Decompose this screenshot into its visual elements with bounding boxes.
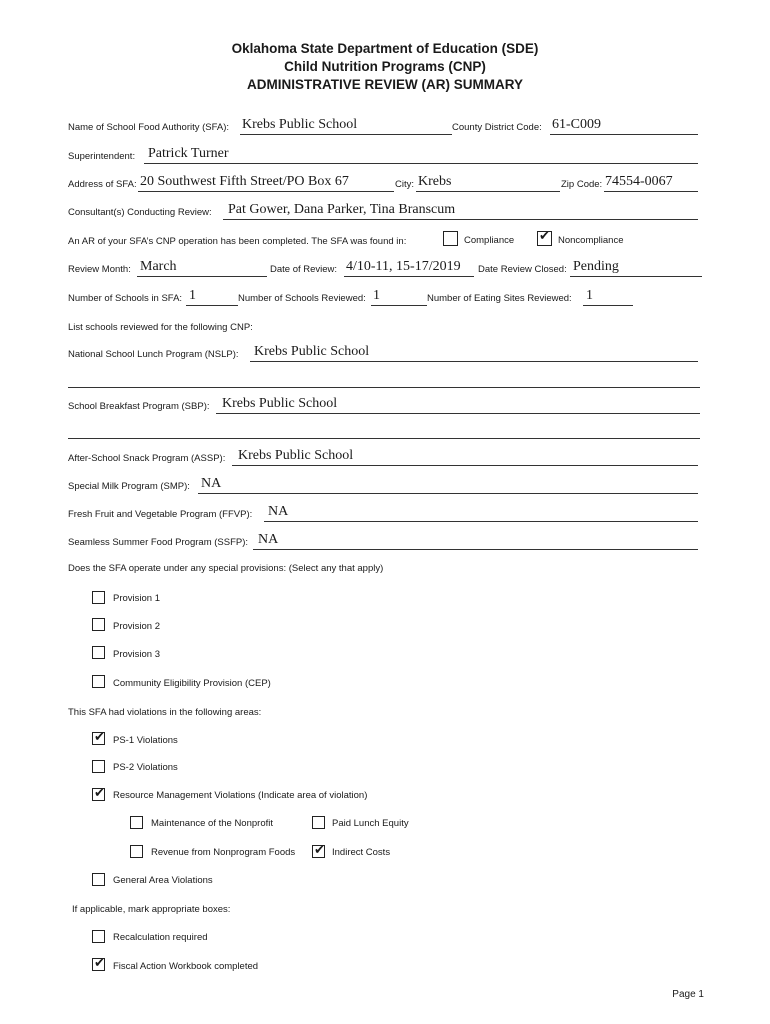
provision-2-checkbox[interactable] (92, 618, 105, 631)
assp-value: Krebs Public School (238, 448, 354, 463)
nslp-extra-line[interactable] (68, 387, 700, 388)
nslp-row (68, 344, 700, 362)
smp-row (68, 476, 700, 494)
provision-2-label: Provision 2 (113, 621, 160, 632)
ssfp-field[interactable] (253, 531, 698, 550)
superintendent-label: Superintendent: (68, 151, 136, 162)
ssfp-label: Seamless Summer Food Program (SSFP): (68, 537, 249, 548)
reviewed-label: Number of Schools Reviewed: (238, 293, 366, 304)
cep-checkbox[interactable] (92, 675, 105, 688)
compliance-checkbox[interactable] (443, 231, 458, 246)
ssfp-row (68, 532, 700, 550)
county-label: County District Code: (452, 122, 542, 133)
fiscal-label: Fiscal Action Workbook completed (113, 961, 259, 972)
ssfp-value: NA (258, 532, 279, 547)
smp-label: Special Milk Program (SMP): (68, 481, 190, 492)
cep-label: Community Eligibility Provision (CEP) (113, 678, 271, 689)
assp-row (68, 448, 700, 466)
sites-label: Number of Eating Sites Reviewed: (427, 293, 572, 304)
review-row (68, 259, 702, 277)
review-month-label: Review Month: (68, 264, 131, 275)
recalc-label: Recalculation required (113, 932, 208, 943)
review-month-value: March (140, 259, 177, 274)
review-closed-label: Date Review Closed: (478, 264, 567, 275)
schools-label: Number of Schools in SFA: (68, 293, 183, 304)
rm-maintenance-label: Maintenance of the Nonprofit (151, 818, 273, 829)
zip-label: Zip Code: (561, 179, 603, 190)
consultants-value: Pat Gower, Dana Parker, Tina Branscum (228, 202, 456, 217)
provisions-question: Does the SFA operate under any special provisions: (Select any that apply) (68, 563, 384, 574)
smp-field[interactable] (198, 475, 698, 494)
applicable-intro: If applicable, mark appropriate boxes: (72, 904, 231, 915)
smp-value: NA (201, 476, 222, 491)
rm-indirect-checkbox[interactable] (312, 845, 325, 858)
provision-3-label: Provision 3 (113, 649, 160, 660)
fiscal-checkbox[interactable] (92, 958, 105, 971)
ps1-label: PS-1 Violations (113, 735, 178, 746)
check-icon: ✔ (94, 786, 105, 801)
sbp-extra-line[interactable] (68, 438, 700, 439)
provision-1-label: Provision 1 (113, 593, 160, 604)
city-value: Krebs (418, 174, 452, 189)
rm-label: Resource Management Violations (Indicate area of violation) (113, 790, 368, 801)
ps1-checkbox[interactable] (92, 732, 105, 745)
consultants-row (68, 202, 700, 220)
ffvp-value: NA (268, 504, 289, 519)
superintendent-value: Patrick Turner (148, 146, 229, 161)
sbp-label: School Breakfast Program (SBP): (68, 401, 210, 412)
sites-value: 1 (586, 288, 593, 303)
ps2-checkbox[interactable] (92, 760, 105, 773)
counts-row (68, 288, 668, 306)
review-date-label: Date of Review: (270, 264, 338, 275)
nslp-label: National School Lunch Program (NSLP): (68, 349, 239, 360)
provision-1-checkbox[interactable] (92, 591, 105, 604)
assp-label: After-School Snack Program (ASSP): (68, 453, 226, 464)
zip-value: 74554-0067 (605, 174, 673, 189)
check-icon: ✔ (94, 956, 105, 971)
ffvp-label: Fresh Fruit and Vegetable Program (FFVP): (68, 509, 253, 520)
reviewed-value: 1 (373, 288, 380, 303)
rm-checkbox[interactable] (92, 788, 105, 801)
general-checkbox[interactable] (92, 873, 105, 886)
sfa-name-value: Krebs Public School (242, 117, 358, 132)
rm-indirect-label: Indirect Costs (332, 847, 391, 858)
header-program: Child Nutrition Programs (CNP) (284, 59, 486, 74)
page-number: Page 1 (672, 989, 704, 1000)
rm-paid-lunch-checkbox[interactable] (312, 816, 325, 829)
county-value: 61-C009 (552, 117, 601, 132)
ps2-label: PS-2 Violations (113, 762, 178, 773)
schools-value: 1 (189, 288, 196, 303)
header-title: ADMINISTRATIVE REVIEW (AR) SUMMARY (247, 77, 523, 92)
city-label: City: (395, 179, 414, 190)
address-row (68, 174, 700, 192)
rm-maintenance-checkbox[interactable] (130, 816, 143, 829)
check-icon: ✔ (314, 843, 325, 858)
provision-3-checkbox[interactable] (92, 646, 105, 659)
nslp-value: Krebs Public School (254, 344, 370, 359)
rm-paid-lunch-label: Paid Lunch Equity (332, 818, 409, 829)
sbp-row (68, 396, 700, 414)
recalc-checkbox[interactable] (92, 930, 105, 943)
review-date-value: 4/10-11, 15-17/2019 (346, 259, 461, 274)
ffvp-field[interactable] (264, 503, 698, 522)
check-icon: ✔ (94, 730, 105, 745)
general-label: General Area Violations (113, 875, 213, 886)
noncompliance-label: Noncompliance (558, 235, 624, 246)
rm-revenue-checkbox[interactable] (130, 845, 143, 858)
list-intro: List schools reviewed for the following CNP: (68, 322, 253, 333)
form-header (0, 40, 770, 94)
sfa-row (68, 117, 700, 135)
consultants-label: Consultant(s) Conducting Review: (68, 207, 212, 218)
address-label: Address of SFA: (68, 179, 137, 190)
noncompliance-checkbox[interactable] (537, 231, 552, 246)
review-closed-value: Pending (573, 259, 619, 274)
compliance-label: Compliance (464, 235, 515, 246)
violations-intro: This SFA had violations in the following areas: (68, 707, 262, 718)
superintendent-row (68, 146, 700, 164)
sbp-value: Krebs Public School (222, 396, 338, 411)
sfa-name-label: Name of School Food Authority (SFA): (68, 122, 230, 133)
header-agency: Oklahoma State Department of Education (SDE) (231, 41, 539, 56)
check-icon: ✔ (539, 229, 550, 244)
finding-label: An AR of your SFA’s CNP operation has been completed. The SFA was found in: (68, 236, 407, 247)
address-value: 20 Southwest Fifth Street/PO Box 67 (140, 174, 349, 189)
ffvp-row (68, 504, 700, 522)
rm-revenue-label: Revenue from Nonprogram Foods (151, 847, 296, 858)
list-intro-row (68, 317, 700, 335)
